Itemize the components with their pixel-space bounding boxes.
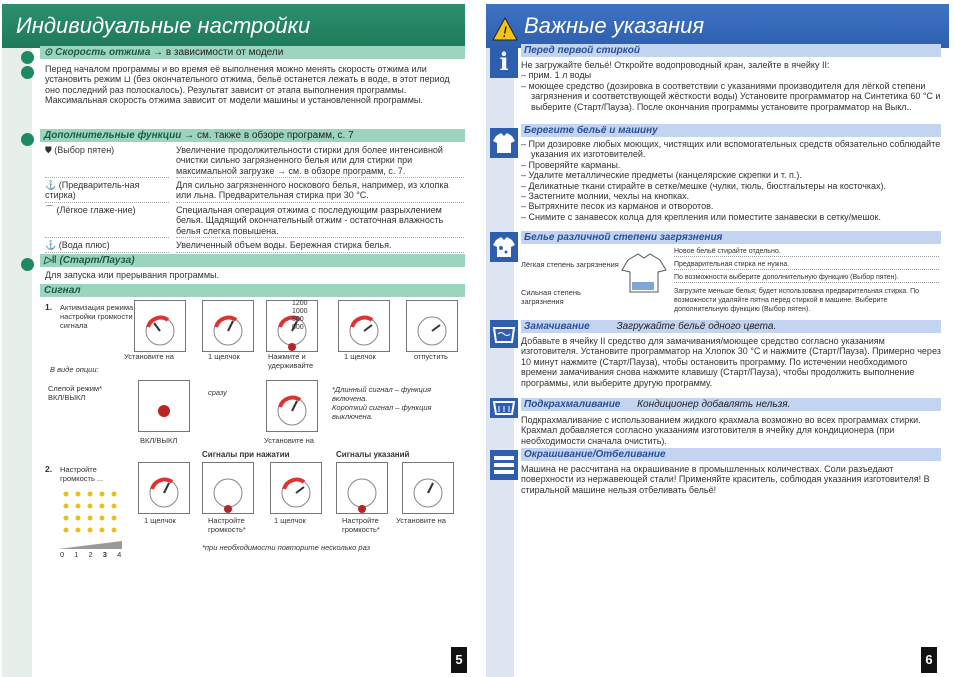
cap-set3: Установите на: [396, 516, 446, 525]
start-pause-icon: ▷‖: [44, 255, 57, 266]
easy-iron-icon: ⌒: [45, 205, 55, 215]
scale-2: 2: [88, 550, 97, 559]
start-heading: (Старт/Пауза): [59, 255, 135, 266]
care-item-2: Удалите металлические предметы (канцелярские скрепки и т. п.).: [528, 170, 802, 181]
page-number-right: 6: [921, 647, 937, 673]
dial-9: [270, 462, 322, 514]
info-icon: i: [490, 46, 518, 78]
soil-n2: Предварительная стирка не нужна.: [674, 260, 939, 270]
volume-scale: [60, 550, 125, 559]
blind-mode: Слепой режим* ВКЛ/ВЫКЛ: [48, 384, 103, 402]
soil-shirt-graphic: [618, 248, 670, 300]
dial-2: [202, 300, 254, 352]
button-knob-icon: [139, 381, 189, 431]
cap-vol2: Настройте громкость*: [342, 516, 380, 534]
soak-heading: Замачивание: [524, 321, 590, 332]
dial-knob-icon: [271, 463, 321, 513]
section-bullet: [21, 258, 34, 271]
no-spin-icon: ⊔: [123, 74, 131, 85]
scale-1: 1: [74, 550, 83, 559]
spin-heading-note: в зависимости от модели: [165, 47, 284, 58]
signal-notes: [332, 385, 452, 421]
cap-release: отпустить: [414, 352, 448, 361]
shirt-graphic-icon: [618, 248, 670, 300]
extra-name-3: (Вода плюс): [58, 240, 110, 250]
section-header-start: [40, 254, 465, 267]
stained-shirt-icon: [490, 232, 518, 262]
section-header-starch: [521, 398, 941, 411]
page-title-right: [486, 4, 949, 48]
cap-click4: 1 щелчок: [274, 516, 306, 525]
dial-11: [402, 462, 454, 514]
dial-5: [406, 300, 458, 352]
soil-light: Лёгкая степень загрязнения: [521, 260, 619, 269]
footnote: *при необходимости повторите несколько раз: [202, 543, 371, 552]
spin-p1b: (без окончательного отжима, бельё останется лежать в воде, в этот период оно последний раз полоскалось). Результат зависит от этапа выполнения программы.: [45, 74, 450, 95]
extra-name-1: (Предваритель-ная стирка): [45, 180, 140, 201]
cap-click: 1 щелчок: [208, 352, 240, 361]
first-wash-b1: прим. 1 л воды: [528, 70, 592, 81]
first-wash-text: Не загружайте бельё! Откройте водопроводный кран, залейте в ячейку II: – прим. 1 л воды – моющее средство (дозировка в соответствии с указаниями производителя для лёгкой степени загрязнения и соответствующей жёсткости воды) Установите программатор на Синтетика 60 °C и выберите (Старт/Пауза). После окончания программы установите программатор на Выкл..: [521, 60, 941, 112]
extra-row-name: [45, 180, 169, 203]
page-title-left: [2, 4, 465, 48]
dial-knob-icon: [203, 463, 253, 513]
cap-vol: Настройте громкость*: [208, 516, 246, 534]
start-desc: Для запуска или прерывания программы.: [45, 270, 220, 280]
dial-knob-icon: [267, 381, 317, 431]
dye-icon: [490, 450, 518, 480]
dial-onoff: [138, 380, 190, 432]
spin-p2: Максимальная скорость отжима зависит от модели машины и установленной программы.: [45, 95, 423, 106]
section-bullet: [21, 66, 34, 79]
first-wash-intro: Не загружайте бельё! Откройте водопроводный кран, залейте в ячейку II:: [521, 60, 830, 70]
scale-0: 0: [60, 550, 69, 559]
care-item-1: Проверяйте карманы.: [528, 159, 621, 170]
soak-text: Добавьте в ячейку II средство для замачивания/моющее средство согласно указаниям изготовителя. Установите программатор на Хлопок 30 °C и нажмите (Старт/Пауза). Примерно через 10 минут нажмите (Старт/Пауза), чтобы остановить программу. По истечении необходимого времени замачивания снова нажмите клавишу (Старт/Пауза), чтобы продолжить выполнение программы, или выберите другую программу.: [521, 336, 941, 388]
extra-row-name: [45, 240, 169, 253]
view-options: В виде опции:: [50, 365, 99, 374]
speed-0: 1200: [292, 300, 308, 307]
stain-icon: ⛊: [45, 145, 52, 155]
extra-row-name: [45, 205, 169, 238]
spin-icon: ⊙: [44, 47, 53, 58]
water-plus-icon: ⚓: [45, 240, 57, 250]
cap-click2: 1 щелчок: [344, 352, 376, 361]
page-number-left: 5: [451, 647, 467, 673]
right-title-text: Важные указания: [524, 13, 705, 38]
dial-4: [338, 300, 390, 352]
dial-knob-icon: [407, 301, 457, 351]
step2-label: Настройте громкость ...: [60, 465, 104, 483]
prewash-icon: ⚓: [45, 180, 57, 190]
led-grid-icon: [58, 486, 130, 542]
soil-n1: Новое бельё стирайте отдельно.: [674, 247, 939, 257]
spin-heading: Скорость отжима: [55, 47, 151, 58]
dial-knob-icon: [337, 463, 387, 513]
svg-text:!: !: [502, 25, 508, 41]
dial-7: [138, 462, 190, 514]
section-header-extra: Дополнительные функции → см. также в обзоре программ, с. 7: [40, 129, 465, 142]
section-header-dye: Окрашивание/Отбеливание: [521, 448, 941, 461]
dial-knob-icon: [403, 463, 453, 513]
extra-row-name: [45, 145, 169, 178]
signal-heading: Сигнал: [44, 285, 81, 296]
dial-8: [202, 462, 254, 514]
care-item-0: При дозировке любых моющих, чистящих или вспомогательных средств обязательно соблюдайте указания их изготовителей.: [528, 139, 941, 160]
dial-knob-icon: [139, 463, 189, 513]
dial-10: [336, 462, 388, 514]
step1-num: 1.: [45, 302, 53, 312]
section-bullet: [21, 133, 34, 146]
care-item-6: Снимите с занавесок колца для крепления или поместите занавески в сетку/мешок.: [528, 211, 881, 222]
step2-num: 2.: [45, 464, 53, 474]
dial-6: [266, 380, 318, 432]
dial-1: [134, 300, 186, 352]
extra-name-2: (Лёгкое глаже-ние): [56, 205, 136, 215]
extra-row-desc: Специальная операция отжима с последующим разрыхлением белья. Щадящий окончательный отжим - остаточная влажность белья слегка повышена.: [176, 205, 464, 238]
scale-4: 4: [117, 550, 126, 559]
speed-2: 800: [292, 316, 304, 323]
section-header-signal: [40, 284, 465, 297]
spin-p1: Перед началом программы и во время её выполнения можно менять скорость отжима или установить режим: [45, 64, 427, 85]
care-list: – При дозировке любых моющих, чистящих или вспомогательных средств обязательно соблюдайте указания их изготовителей. – Проверяйте карманы. – Удалите металлические предметы (канцелярские скрепки и т. п.). – Деликатные ткани стирайте в сетке/мешке (чулки, тюль, бюстгальтеры на косточках). – Застегните молнии, чехлы на кнопках. – Вытряхните песок из карманов и отворотов. – Снимите с занавесок колца для крепления или поместите занавески в сетку/мешок.: [521, 139, 941, 222]
starch-text: Подкрахмаливание с использованием жидкого крахмала возможно во всех программах стирки. Крахмал добавляется согласно указаниям изготовителя в ячейку для кондиционера (при необходимости сначала очистить).: [521, 415, 921, 446]
page-right: [486, 0, 951, 677]
soil-heavy: Сильная степень загрязнения: [521, 288, 581, 306]
volume-wedge: [48, 540, 132, 550]
volume-icon: [48, 540, 132, 550]
care-item-3: Деликатные ткани стирайте в сетке/мешке (чулки, тюль, бюстгальтеры на косточках).: [528, 180, 887, 191]
dial-knob-icon: [339, 301, 389, 351]
extra-heading: Дополнительные функции: [44, 130, 182, 141]
extra-row-desc: Увеличение продолжительности стирки для более интенсивной очистки сильно загрязненного белья или для стирки при максимальной загрузке → см. в обзоре программ, с. 7.: [176, 145, 464, 178]
dial-knob-icon: [135, 301, 185, 351]
dial-knob-icon: [203, 301, 253, 351]
speed-list: [292, 300, 308, 332]
speed-1: 1000: [292, 308, 308, 315]
left-title-text: Индивидуальные настройки: [16, 13, 311, 38]
scale-3: 3: [102, 550, 111, 559]
soil-n3: По возможности выберите дополнительную функцию (Выбор пятен).: [674, 273, 939, 283]
step1-label: Активизация режима настройки громкости сигнала: [60, 303, 134, 330]
signals-notes: Сигналы указаний: [336, 450, 410, 459]
extra-row-desc: Увеличенный объем воды. Бережная стирка белья.: [176, 240, 464, 253]
soak-icon: [490, 320, 518, 348]
care-item-5: Вытряхните песок из карманов и отворотов.: [528, 201, 714, 212]
extra-heading-note: см. также в обзоре программ, с. 7: [196, 130, 354, 141]
first-wash-b2: моющее средство (дозировка в соответствии с указаниями производителя для лёгкой степени загрязнения и соответствующей жёсткости воды) Установите программатор на Синтетика 60 °C и выберите (Старт/Пауза). После окончания программы установите программатор на Выкл..: [528, 80, 941, 112]
extra-name-0: (Выбор пятен): [54, 145, 115, 155]
soil-n4: Загрузите меньше белья; будет использована предварительная стирка. По возможности удаляйте пятна перед стиркой в машине. Выберите дополнительную функцию (Выбор пятен).: [674, 288, 919, 313]
page-left: [2, 0, 467, 677]
cap-click3: 1 щелчок: [144, 516, 176, 525]
section-header-first-wash: Перед первой стиркой: [521, 44, 941, 57]
starch-note: Кондиционер добавлять нельзя.: [637, 399, 791, 410]
starch-icon: [490, 398, 518, 418]
extra-row-desc: Для сильно загрязненного носкового белья, например, из хлопка или льна. Предварительная стирка при 30 °C.: [176, 180, 464, 203]
section-bullet: [21, 51, 34, 64]
section-header-soak: [521, 320, 941, 333]
starch-heading: Подкрахмаливание: [524, 399, 621, 410]
dye-text: Машина не рассчитана на окрашивание в промышленных количествах. Соли разъедают поверхности из нержавеющей стали! Применяйте краситель, соблюдая указания изготовителя! В стиральной машине нельзя отбеливать бельё!: [521, 464, 930, 495]
spin-text: [45, 64, 463, 106]
immediately: сразу: [208, 388, 227, 397]
cap-press: Нажмите и удерживайте: [268, 352, 314, 370]
cap-set: Установите на: [124, 352, 174, 361]
shirt-icon: [490, 128, 518, 158]
signals-press: Сигналы при нажатии: [202, 450, 290, 459]
cap-set2: Установите на: [264, 436, 314, 445]
section-header-care: Берегите бельё и машину: [521, 124, 941, 137]
long-signal: *Длинный сигнал – функция включена.: [332, 385, 432, 403]
care-item-4: Застегните молнии, чехлы на кнопках.: [528, 191, 690, 202]
soak-note: Загружайте бельё одного цвета.: [616, 321, 777, 332]
section-header-spin: ⊙ Скорость отжима → в зависимости от модели: [40, 46, 465, 59]
on-off: ВКЛ/ВЫКЛ: [140, 436, 178, 445]
volume-led-grid: [58, 486, 130, 542]
section-header-soil: Белье различной степени загрязнения: [521, 231, 941, 244]
speed-3: 600: [292, 324, 304, 331]
short-signal: Короткий сигнал – функция выключена.: [332, 403, 432, 421]
